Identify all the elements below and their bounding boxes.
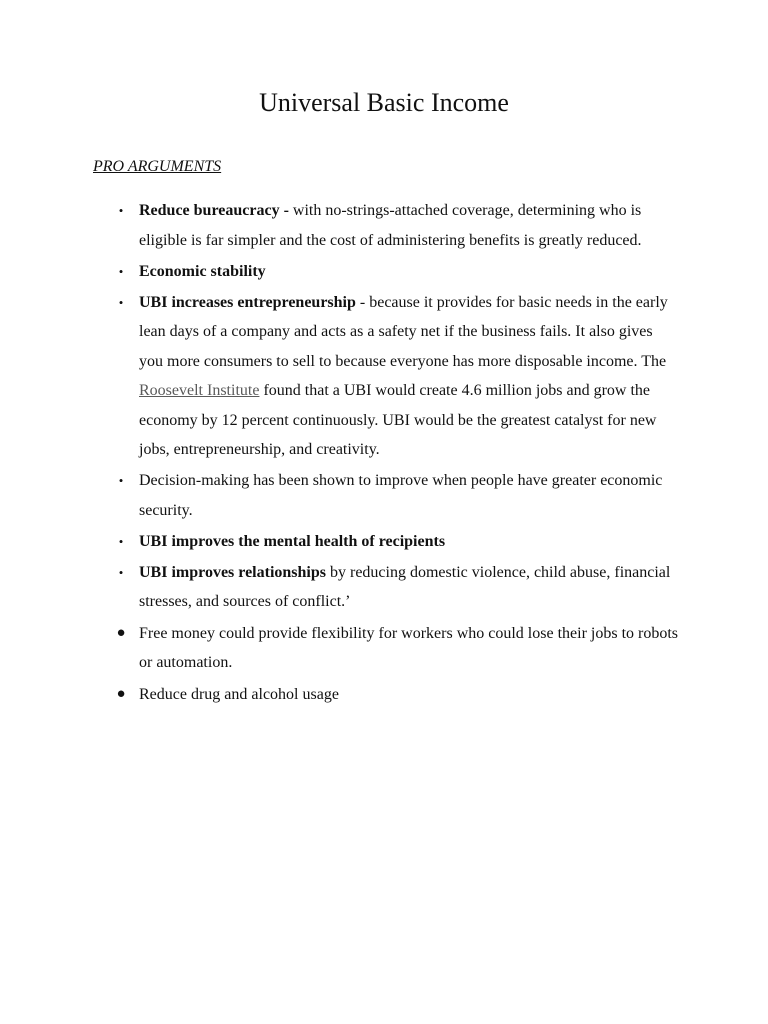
section-heading: PRO ARGUMENTS — [93, 158, 222, 175]
item-text: by reducing domestic violence, child abuse, financial stresses, and sources of conflict.’ — [139, 563, 671, 610]
item-heading: UBI improves relationships — [139, 563, 326, 581]
bullet-icon: • — [118, 294, 124, 310]
bullet-icon: • — [118, 564, 124, 580]
item-heading: Economic stability — [139, 262, 266, 280]
item-heading: UBI improves the mental health of recipients — [139, 532, 446, 550]
page-title: Universal Basic Income — [259, 88, 509, 117]
bullet-icon: • — [118, 203, 124, 218]
item-heading: UBI increases entrepreneurship — [139, 293, 356, 311]
bullet-icon: • — [118, 533, 124, 549]
item-text: Decision-making has been shown to improve when people have greater economic security. — [139, 472, 663, 519]
item-text: - because it provides for basic needs in the early lean days of a company and acts as a safety net if the business fails. It also gives you more consumers to sell to because everyone has more disposable income. The — [139, 293, 668, 370]
bullet-list — [0, 196, 768, 711]
bullet-icon: ● — [116, 624, 126, 641]
bullet-icon: • — [118, 473, 124, 488]
list-item — [0, 527, 768, 557]
item-text: Reduce drug and alcohol usage — [139, 685, 339, 703]
item-text: Free money could provide flexibility for workers who could lose their jobs to robots or automation. — [139, 624, 679, 671]
list-item — [0, 196, 768, 255]
item-heading: Reduce bureaucracy - — [139, 202, 289, 219]
bullet-icon: • — [118, 263, 124, 279]
list-item — [0, 680, 768, 710]
list-item — [0, 466, 768, 525]
roosevelt-institute-link[interactable]: Roosevelt Institute — [139, 382, 260, 399]
item-text: found that a UBI would create 4.6 million jobs and grow the economy by 12 percent continuously. UBI would be the greatest catalyst for new jobs, entrepreneurship, and creativity. — [139, 382, 657, 458]
list-item — [0, 257, 768, 287]
bullet-icon: ● — [116, 685, 126, 702]
item-text: with no-strings-attached coverage, determining who is eligible is far simpler and the cost of administering benefits is greatly reduced. — [139, 202, 642, 249]
list-item — [0, 619, 768, 678]
list-item — [0, 558, 768, 617]
list-item — [0, 288, 768, 465]
